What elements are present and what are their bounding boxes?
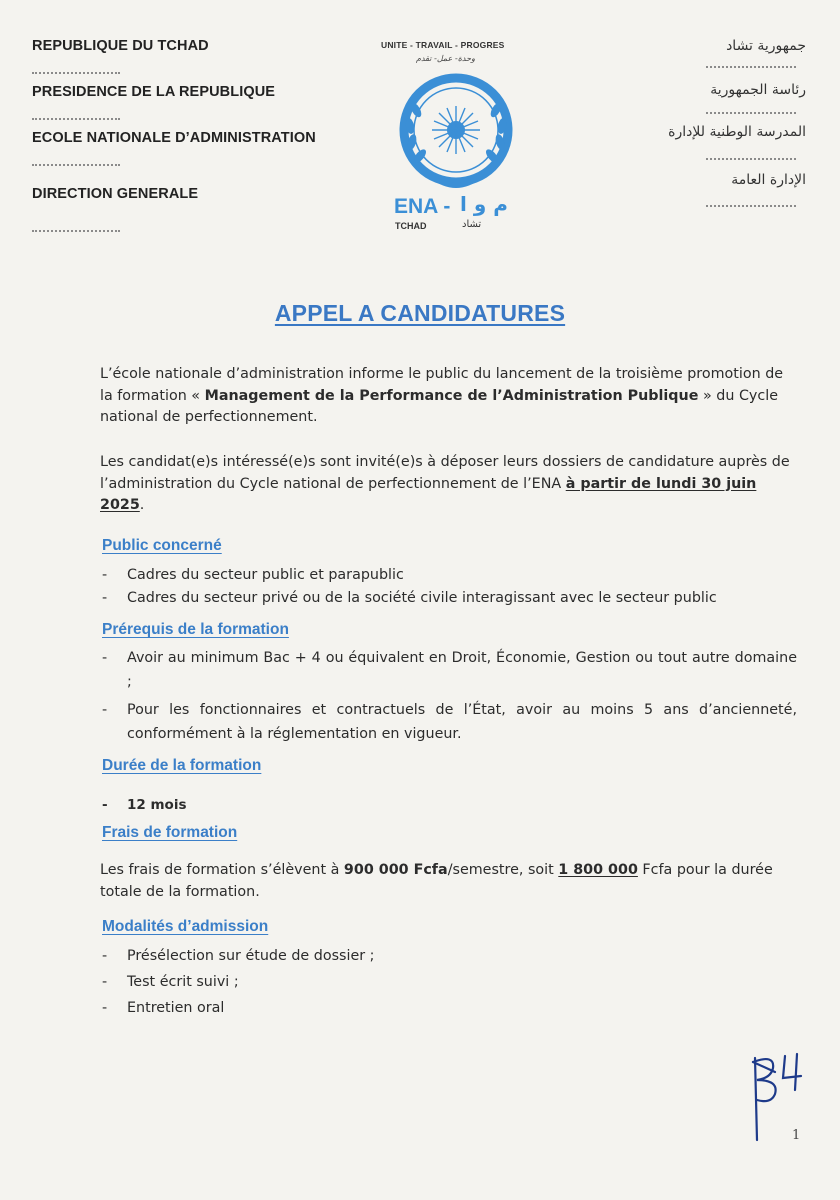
- list-item: [100, 970, 797, 994]
- heading-modalites: Modalités d’admission: [102, 918, 269, 935]
- bullet: -: [102, 797, 108, 813]
- bullet: -: [102, 948, 108, 964]
- list-item-text: Entretien oral: [127, 1000, 225, 1016]
- list-item: [100, 793, 797, 817]
- motto-arabic: وحدة- عمل- تقدم: [416, 54, 475, 63]
- frais-text: /semestre, soit: [447, 862, 559, 878]
- bullet: -: [102, 974, 108, 990]
- separator: [32, 72, 120, 74]
- list-item-text: Test écrit suivi ;: [127, 974, 239, 990]
- bullet: -: [102, 567, 108, 583]
- separator: [706, 158, 796, 160]
- heading-public: Public concerné: [102, 537, 222, 554]
- list-item: [100, 586, 797, 610]
- formation-name: Management de la Performance de l’Administration Publique: [204, 387, 699, 404]
- separator: [32, 118, 120, 120]
- header-ecole: ECOLE NATIONALE D’ADMINISTRATION: [32, 130, 316, 146]
- heading-frais: Frais de formation: [102, 824, 238, 841]
- header-right-presidence: رئاسة الجمهورية: [710, 82, 806, 98]
- header-presidence: PRESIDENCE DE LA REPUBLIQUE: [32, 84, 276, 100]
- list-item: [100, 944, 797, 968]
- separator: [706, 205, 796, 207]
- list-item: [100, 646, 797, 694]
- list-item: [100, 698, 797, 746]
- separator: [32, 164, 120, 166]
- list-item: [100, 563, 797, 587]
- logo-country: TCHAD: [395, 221, 427, 231]
- start-date: à partir de lundi 30 juin 2025: [100, 475, 757, 513]
- list-item-text: 12 mois: [127, 797, 187, 813]
- bullet: -: [102, 1000, 108, 1016]
- separator: [706, 66, 796, 68]
- list-item-text: Cadres du secteur public et parapublic: [127, 567, 404, 583]
- logo-name-arabic: م و ا: [460, 192, 508, 216]
- intro-text: Les candidat(e)s intéressé(e)s sont invité(e)s à déposer leurs dossiers de candidature auprès de l’administration du Cycle national de perfectionnement de l’ENA: [100, 454, 790, 492]
- bullet: -: [102, 590, 108, 606]
- bullet: -: [102, 650, 108, 666]
- header-republique: REPUBLIQUE DU TCHAD: [32, 38, 209, 54]
- frais-amount-total: 1 800 000: [558, 862, 638, 878]
- header-right-ecole: المدرسة الوطنية للإدارة: [668, 124, 806, 140]
- intro-text: .: [139, 497, 145, 513]
- list-item-text: Présélection sur étude de dossier ;: [127, 948, 375, 964]
- intro-text: » du Cycle national de perfectionnement.: [100, 387, 779, 425]
- header-right-direction: الإدارة العامة: [731, 172, 806, 188]
- page-title: APPEL A CANDIDATURES: [274, 300, 566, 326]
- frais-amount-semestre: 900 000 Fcfa: [343, 862, 448, 878]
- intro-paragraph-2: [100, 452, 797, 517]
- list-item-text: Avoir au minimum Bac + 4 ou équivalent en Droit, Économie, Gestion ou tout autre domaine ;: [127, 650, 797, 690]
- bullet: -: [102, 702, 108, 718]
- separator: [706, 112, 796, 114]
- logo-name: ENA -: [394, 195, 451, 218]
- list-item-text: Cadres du secteur privé ou de la société civile interagissant avec le secteur public: [127, 590, 717, 606]
- heading-duree: Durée de la formation: [102, 757, 262, 774]
- motto: UNITE - TRAVAIL - PROGRES: [381, 40, 505, 50]
- header-direction: DIRECTION GENERALE: [32, 186, 199, 202]
- intro-paragraph-1: [100, 364, 797, 429]
- heading-prerequis: Prérequis de la formation: [102, 621, 289, 638]
- frais-text: Fcfa pour la durée totale de la formation.: [100, 862, 773, 900]
- signature-initials-icon: [745, 1050, 815, 1150]
- list-item: [100, 996, 797, 1020]
- separator: [32, 230, 120, 232]
- logo-country-arabic: تشاد: [462, 219, 482, 230]
- list-item-text: Pour les fonctionnaires et contractuels de l’État, avoir au moins 5 ans d’ancienneté, conformément à la réglementation en vigueur.: [127, 702, 797, 742]
- frais-text: Les frais de formation s’élèvent à: [100, 862, 344, 878]
- page-number: 1: [792, 1128, 801, 1143]
- frais-paragraph: [100, 860, 797, 903]
- header-right-republique: جمهورية تشاد: [726, 38, 806, 54]
- intro-text: L’école nationale d’administration informe le public du lancement de la troisième promotion de la formation «: [100, 366, 784, 404]
